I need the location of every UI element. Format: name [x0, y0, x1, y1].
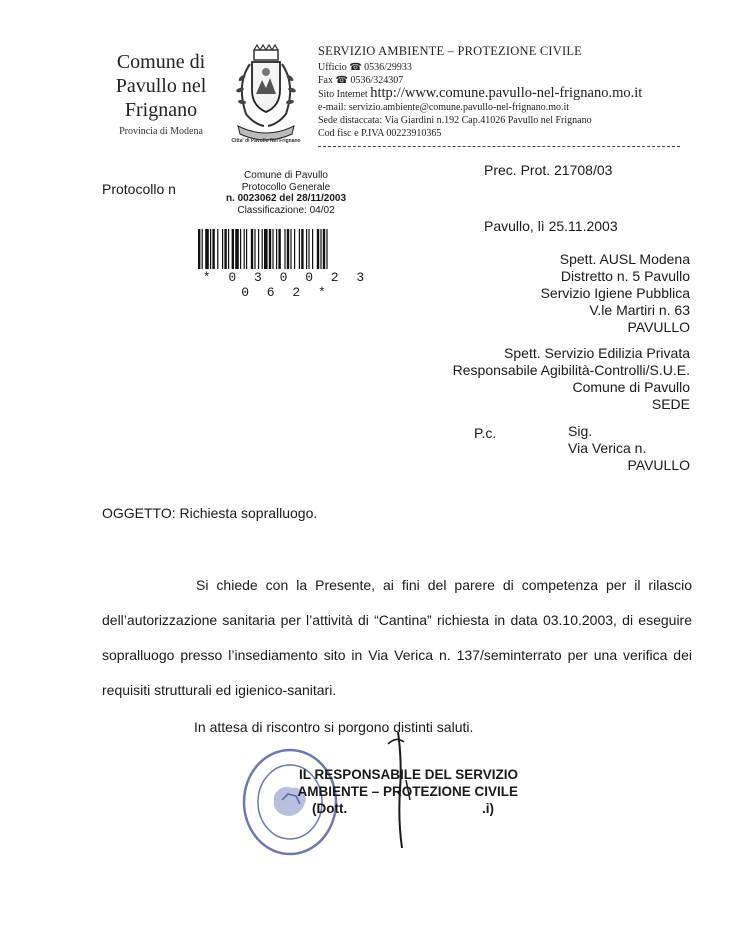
place-and-date: Pavullo, lì 25.11.2003	[484, 218, 618, 234]
recipient-line: Comune di Pavullo	[572, 379, 690, 395]
recipient-line: V.le Martiri n. 63	[589, 302, 690, 318]
barcode-bar	[299, 229, 300, 269]
barcode-bar	[224, 229, 226, 269]
barcode-bar	[240, 229, 241, 269]
protocol-line-1: Comune di Pavullo	[244, 170, 328, 181]
barcode-bar	[212, 229, 214, 269]
barcode-bar	[217, 229, 218, 269]
recipient-line: Sig.	[568, 423, 593, 439]
barcode-bar	[246, 229, 247, 269]
protocol-barcode	[198, 229, 374, 269]
municipality-line-1: Comune di	[116, 51, 206, 73]
protocol-stamp-box	[196, 170, 376, 216]
recipient-edilizia	[380, 345, 690, 413]
office-tax-code: Cod fisc e P.IVA 00223910365	[318, 128, 442, 139]
recipient-line: Servizio Igiene Pubblica	[540, 285, 690, 301]
barcode-bar	[202, 229, 203, 269]
office-info-block	[318, 44, 698, 140]
municipality-name	[96, 50, 226, 122]
barcode-bar	[278, 229, 280, 269]
office-email: e-mail: servizio.ambiente@comune.pavullo-nel-frignano.mo.it	[318, 102, 570, 113]
website-url: http://www.comune.pavullo-nel-frignano.mo.it	[370, 85, 643, 101]
barcode-bar	[254, 229, 255, 269]
recipient-ausl	[420, 251, 690, 336]
barcode-bar	[308, 229, 309, 269]
body-text: Si chiede con la Presente, ai fini del parere di competenza per il rilascio dell’autorizzazione sanitaria per l’attività di “Cantina” richiesta in data 03.10.2003, di eseguire sopralluogo presso l’insediamento sito in Via Verica n. 137/seminterrato per una verifica dei requisiti strutturali ed igienico-sanitari.	[102, 577, 692, 698]
barcode-bar	[222, 229, 223, 269]
barcode-bar	[326, 229, 327, 269]
office-branch-address: Sede distaccata: Via Giardini n.192 Cap.41026 Pavullo nel Frignano	[318, 115, 592, 126]
barcode-bar	[210, 229, 211, 269]
signer-title-line-2: AMBIENTE – PROTEZIONE CIVILE	[297, 784, 518, 799]
protocol-number: n. 0023062 del 28/11/2003	[225, 193, 347, 204]
recipient-line: Via Verica n.	[568, 440, 647, 456]
barcode-bar	[290, 229, 291, 269]
province-label: Provincia di Modena	[119, 126, 203, 137]
barcode-bar	[262, 229, 263, 269]
closing-greeting: In attesa di riscontro si porgono distinti saluti.	[194, 719, 474, 735]
barcode-bar	[235, 229, 239, 269]
office-phone: Ufficio ☎ 0536/29933	[318, 62, 412, 73]
barcode-bar	[251, 229, 253, 269]
municipality-line-2: Pavullo nel	[115, 75, 207, 97]
recipient-line: Distretto n. 5 Pavullo	[560, 268, 690, 284]
barcode-bar	[228, 229, 229, 269]
municipal-crest-logo	[228, 44, 304, 150]
previous-protocol: Prec. Prot. 21708/03	[484, 162, 613, 178]
recipient-line: SEDE	[651, 396, 690, 412]
recipient-private	[560, 423, 690, 474]
website-label: Sito Internet	[318, 89, 368, 100]
barcode-bar	[269, 229, 271, 269]
barcode-bar	[317, 229, 319, 269]
barcode-bar	[276, 229, 277, 269]
barcode-bar	[312, 229, 313, 269]
barcode-bar	[301, 229, 303, 269]
barcode-bar	[306, 229, 307, 269]
barcode-bar	[284, 229, 285, 269]
recipient-line: Spett. Servizio Edilizia Privata	[504, 345, 690, 361]
barcode-bar	[272, 229, 273, 269]
cc-label: P.c.	[474, 425, 497, 441]
office-fax: Fax ☎ 0536/324307	[318, 75, 404, 86]
barcode-bar	[258, 229, 259, 269]
office-website-row	[318, 87, 698, 101]
office-title: SERVIZIO AMBIENTE – PROTEZIONE CIVILE	[318, 44, 583, 58]
recipient-line: Responsabile Agibilità-Controlli/S.U.E.	[452, 362, 690, 378]
protocol-classification: Classificazione: 04/02	[237, 204, 335, 216]
protocol-label: Protocollo n	[102, 181, 176, 197]
recipient-line: PAVULLO	[627, 457, 690, 473]
signer-title-line-1: IL RESPONSABILE DEL SERVIZIO	[298, 767, 518, 782]
barcode-bar	[264, 229, 268, 269]
handwritten-signature	[380, 730, 420, 850]
barcode-bar	[244, 229, 245, 269]
recipient-line: Spett. AUSL Modena	[559, 251, 690, 267]
subject-line: OGGETTO: Richiesta sopralluogo.	[102, 505, 318, 521]
barcode-bar	[323, 229, 325, 269]
barcode-bar	[205, 229, 209, 269]
barcode-bar	[198, 229, 200, 269]
body-paragraph	[102, 568, 692, 708]
barcode-digits: * 0 3 0 0 2 3 0 6 2 *	[202, 270, 370, 300]
crest-caption: Citta' di Pavullo Nel Frignano	[231, 138, 301, 144]
recipient-line: PAVULLO	[627, 319, 690, 335]
signer-name-end: .i)	[482, 801, 494, 816]
barcode-bar	[294, 229, 295, 269]
barcode-bar	[287, 229, 289, 269]
barcode-bar	[232, 229, 234, 269]
municipality-line-3: Frignano	[124, 99, 198, 121]
protocol-line-2: Protocollo Generale	[241, 181, 331, 193]
signer-name-start: (Dott.	[312, 801, 348, 816]
header-divider	[318, 146, 680, 147]
barcode-bar	[320, 229, 321, 269]
